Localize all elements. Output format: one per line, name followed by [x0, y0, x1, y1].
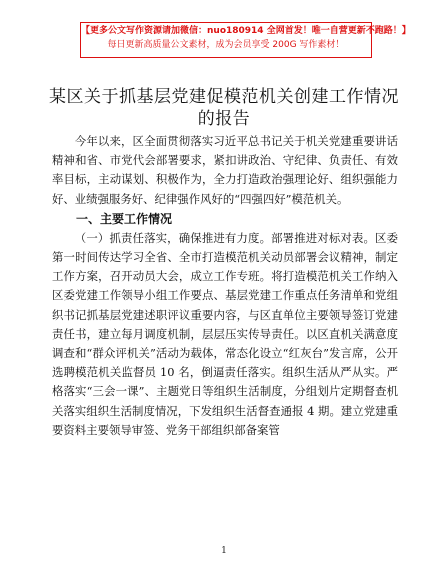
intro-paragraph: 今年以来，区全面贯彻落实习近平总书记关于机关党建重要讲话精神和省、市党代会部署要求，紧扣讲政治、守纪律、负责任、有效率目标，主动谋划、积极作为，全力打造政治强理论好、组织强能力好、业绩强服务好、纪律强作风好的“四强四好”模范机关。	[52, 134, 398, 206]
title-line-1: 某区关于抓基层党建促模范机关创建工作情况	[49, 87, 399, 107]
document-body	[52, 132, 398, 440]
promo-line-2: 每日更新高质量公文素材，成为会员享受 200G 写作素材！	[107, 40, 345, 50]
section-heading: 一、主要工作情况	[76, 211, 173, 226]
promo-banner[interactable]	[80, 22, 411, 58]
document-title	[40, 86, 408, 130]
page-number: 1	[221, 546, 227, 556]
title-line-2: 的报告	[197, 109, 251, 129]
promo-line-1: 【更多公文写作资源请加微信：nuo180914 全网首发！唯一自营更新不跑路！】	[81, 26, 411, 36]
body-paragraph: （一）抓责任落实，确保推进有力度。部署推进对标对表。区委第一时间传达学习全省、全市打造模范机关动员部署会议精神，制定工作方案，召开动员大会，成立工作专班。将打造模范机关工作纳入区委党建工作领导小组工作要点、基层党建工作重点任务清单和党组织书记抓基层党建述职评议重要内容，与区直单位主要领导签订党建责任书，建立每月调度机制，层层压实传导责任。以区直机关满意度调查和“群众评机关”活动为载体，常态化设立“红灰台”发言席，公开选聘模范机关监督员 10 名，倒逼责任落实。组织生活从严从实。严格落实“三会一课”、主题党日等组织生活制度，分组划片定期督查机关落实组织生活制度情况，下发组织生活督查通报 4 期。建立党建重要资料主要领导审签、党务干部组织部备案管	[52, 230, 398, 437]
